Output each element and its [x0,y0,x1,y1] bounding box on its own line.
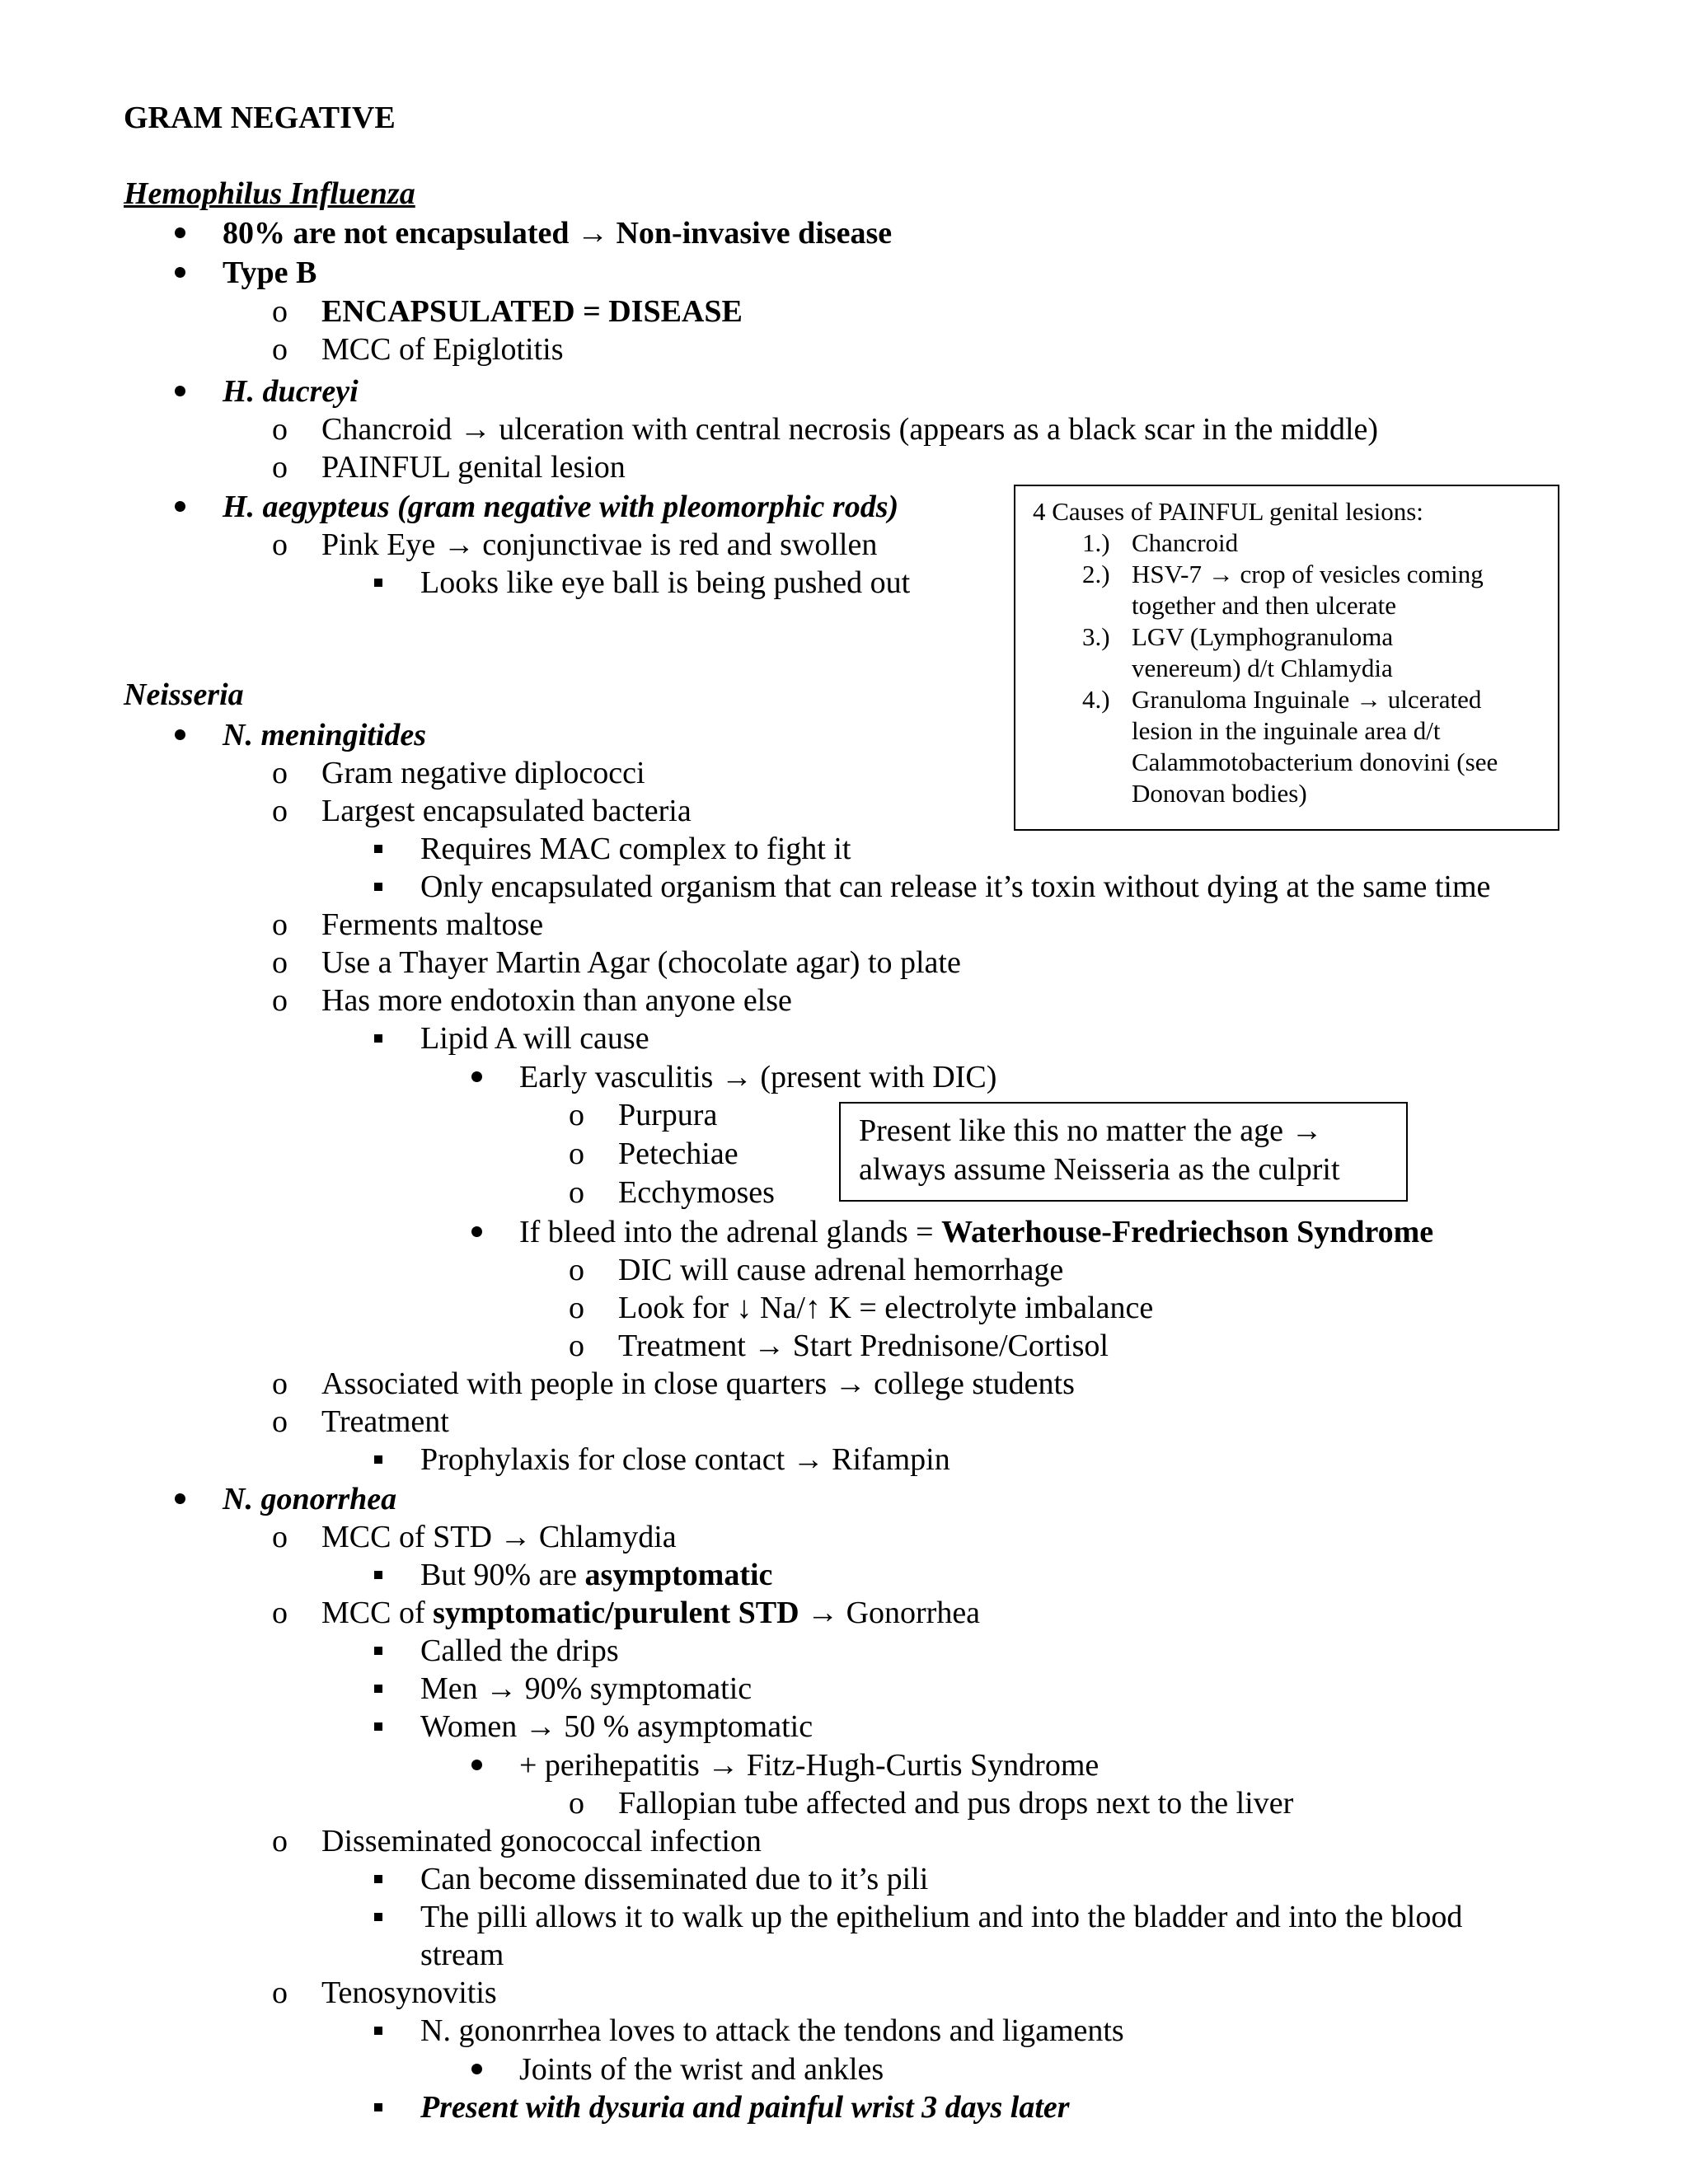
list-number: 4.) [1082,685,1110,714]
list-item: DIC will cause adrenal hemorrhage [618,1253,1064,1287]
list-item: Donovan bodies) [1132,779,1307,808]
section-heading-neisseria: Neisseria [124,677,244,712]
bullet-square-icon [374,1455,382,1464]
list-item: venereum) d/t Chlamydia [1132,654,1393,682]
bullet-circle-icon: o [272,1596,288,1630]
list-item: stream [420,1938,504,1972]
emphasis-text: symptomatic/purulent STD [433,1596,799,1630]
bullet-square-icon [374,2027,382,2035]
list-item: Ferments maltose [321,907,544,942]
bullet-square-icon [374,1722,382,1731]
bullet-square-icon [374,1034,382,1043]
callout-text: Present like this no matter the age → [859,1113,1323,1148]
bullet-circle-icon: o [569,1175,584,1210]
list-number: 1.) [1082,528,1110,557]
bullet-square-icon [374,2103,382,2111]
bullet-circle-icon: o [272,756,288,790]
list-item: Looks like eye ball is being pushed out [420,565,911,600]
bullet-circle-icon: o [272,945,288,980]
list-item: lesion in the inguinale area d/t [1132,716,1441,745]
syndrome-name: Waterhouse-Fredriechson Syndrome [941,1215,1434,1249]
bullet-dot-icon [175,501,185,512]
bullet-circle-icon: o [272,794,288,828]
list-item: Associated with people in close quarters → college students [321,1366,1075,1401]
list-item: Purpura [618,1098,718,1132]
list-item: Joints of the wrist and ankles [519,2052,884,2087]
bullet-circle-icon: o [569,1253,584,1287]
list-item: Present with dysuria and painful wrist 3 days later [420,2090,1070,2125]
bullet-circle-icon: o [272,294,288,329]
bullet-circle-icon: o [272,450,288,485]
bullet-square-icon [374,883,382,891]
bullet-square-icon [374,1571,382,1579]
bullet-square-icon [374,1685,382,1693]
list-item: Chancroid → ulceration with central necrosis (appears as a black scar in the middle) [321,412,1379,447]
list-item: Called the drips [420,1633,619,1668]
bullet-circle-icon: o [569,1786,584,1821]
bullet-circle-icon: o [272,332,288,367]
list-item: ENCAPSULATED = DISEASE [321,294,743,329]
list-item: The pilli allows it to walk up the epithelium and into the bladder and into the blood [420,1900,1463,1934]
bullet-dot-icon [175,729,185,740]
list-item: + perihepatitis → Fitz-Hugh-Curtis Syndrome [519,1748,1100,1783]
list-item: Ecchymoses [618,1175,775,1210]
callout-text: always assume Neisseria as the culprit [859,1152,1340,1187]
section-heading-hemophilus: Hemophilus Influenza [124,176,415,211]
bullet-circle-icon: o [569,1098,584,1132]
bullet-circle-icon: o [272,1975,288,2010]
bullet-dot-icon [175,1493,185,1504]
list-item: Requires MAC complex to fight it [420,832,851,866]
list-item: Pink Eye → conjunctivae is red and swollen [321,527,878,562]
bullet-circle-icon: o [272,1404,288,1439]
bullet-dot-icon [471,1071,482,1082]
bullet-square-icon [374,1647,382,1655]
list-item: Women → 50 % asymptomatic [420,1709,814,1744]
bullet-circle-icon: o [272,1366,288,1401]
list-item: Look for ↓ Na/↑ K = electrolyte imbalance [618,1291,1154,1325]
page-title: GRAM NEGATIVE [124,101,396,135]
list-item: Petechiae [618,1137,738,1171]
bullet-circle-icon: o [272,1520,288,1554]
bullet-dot-icon [175,386,185,396]
list-item-text: MCC of [321,1596,434,1630]
list-item: Disseminated gonococcal infection [321,1824,762,1858]
list-item [519,1213,1433,1251]
list-item: Can become disseminated due to it’s pili [420,1862,929,1896]
list-item: LGV (Lymphogranuloma [1132,622,1394,651]
bullet-square-icon [374,1913,382,1921]
list-item: Fallopian tube affected and pus drops next to the liver [618,1786,1294,1821]
list-item: Calammotobacterium donovini (see [1132,748,1498,776]
bullet-circle-icon: o [272,1824,288,1858]
bullet-dot-icon [471,2064,482,2074]
bullet-square-icon [374,579,382,587]
list-item: Use a Thayer Martin Agar (chocolate agar) to plate [321,945,961,980]
list-item: Type B [223,255,317,290]
list-item: Chancroid [1132,528,1239,557]
list-item: Gram negative diplococci [321,756,645,790]
bullet-circle-icon: o [272,412,288,447]
list-item: Lipid A will cause [420,1021,649,1056]
list-item: Prophylaxis for close contact → Rifampin [420,1442,950,1477]
list-item: MCC of Epiglotitis [321,332,564,367]
list-item: H. aegypteus (gram negative with pleomorphic rods) [223,490,899,524]
bullet-square-icon [374,845,382,853]
list-item: Early vasculitis → (present with DIC) [519,1060,997,1094]
bullet-dot-icon [471,1226,482,1237]
bullet-circle-icon: o [272,983,288,1018]
list-item: N. meningitides [223,718,427,752]
list-item: Largest encapsulated bacteria [321,794,692,828]
list-item: together and then ulcerate [1132,591,1397,620]
list-item: Treatment [321,1404,449,1439]
bullet-circle-icon: o [569,1329,584,1363]
bullet-circle-icon: o [272,527,288,562]
list-item: PAINFUL genital lesion [321,450,626,485]
list-number: 2.) [1082,560,1110,588]
list-item-text: → Gonorrhea [799,1596,981,1630]
bullet-dot-icon [471,1760,482,1770]
list-item: Men → 90% symptomatic [420,1671,753,1706]
emphasis-text: asymptomatic [584,1558,773,1592]
list-item: N. gononrrhea loves to attack the tendons and ligaments [420,2013,1124,2048]
list-item-text: If bleed into the adrenal glands = [519,1215,942,1249]
bullet-dot-icon [175,267,185,278]
list-number: 3.) [1082,622,1110,651]
list-item [321,1594,980,1632]
list-item: Has more endotoxin than anyone else [321,983,792,1018]
bullet-circle-icon: o [569,1137,584,1171]
list-item [420,1556,772,1594]
list-item: Granuloma Inguinale → ulcerated [1132,685,1482,714]
bullet-square-icon [374,1875,382,1883]
list-item: 80% are not encapsulated → Non-invasive disease [223,216,893,251]
bullet-circle-icon: o [569,1291,584,1325]
list-item: MCC of STD → Chlamydia [321,1520,677,1554]
list-item-text: But 90% are [420,1558,585,1592]
list-item: Tenosynovitis [321,1975,497,2010]
callout-title: 4 Causes of PAINFUL genital lesions: [1033,497,1423,526]
list-item: Treatment → Start Prednisone/Cortisol [618,1329,1109,1363]
list-item: H. ducreyi [223,374,359,409]
list-item: N. gonorrhea [223,1482,397,1516]
bullet-circle-icon: o [272,907,288,942]
bullet-dot-icon [175,227,185,238]
list-item: Only encapsulated organism that can release it’s toxin without dying at the same time [420,869,1491,904]
list-item: HSV-7 → crop of vesicles coming [1132,560,1484,588]
